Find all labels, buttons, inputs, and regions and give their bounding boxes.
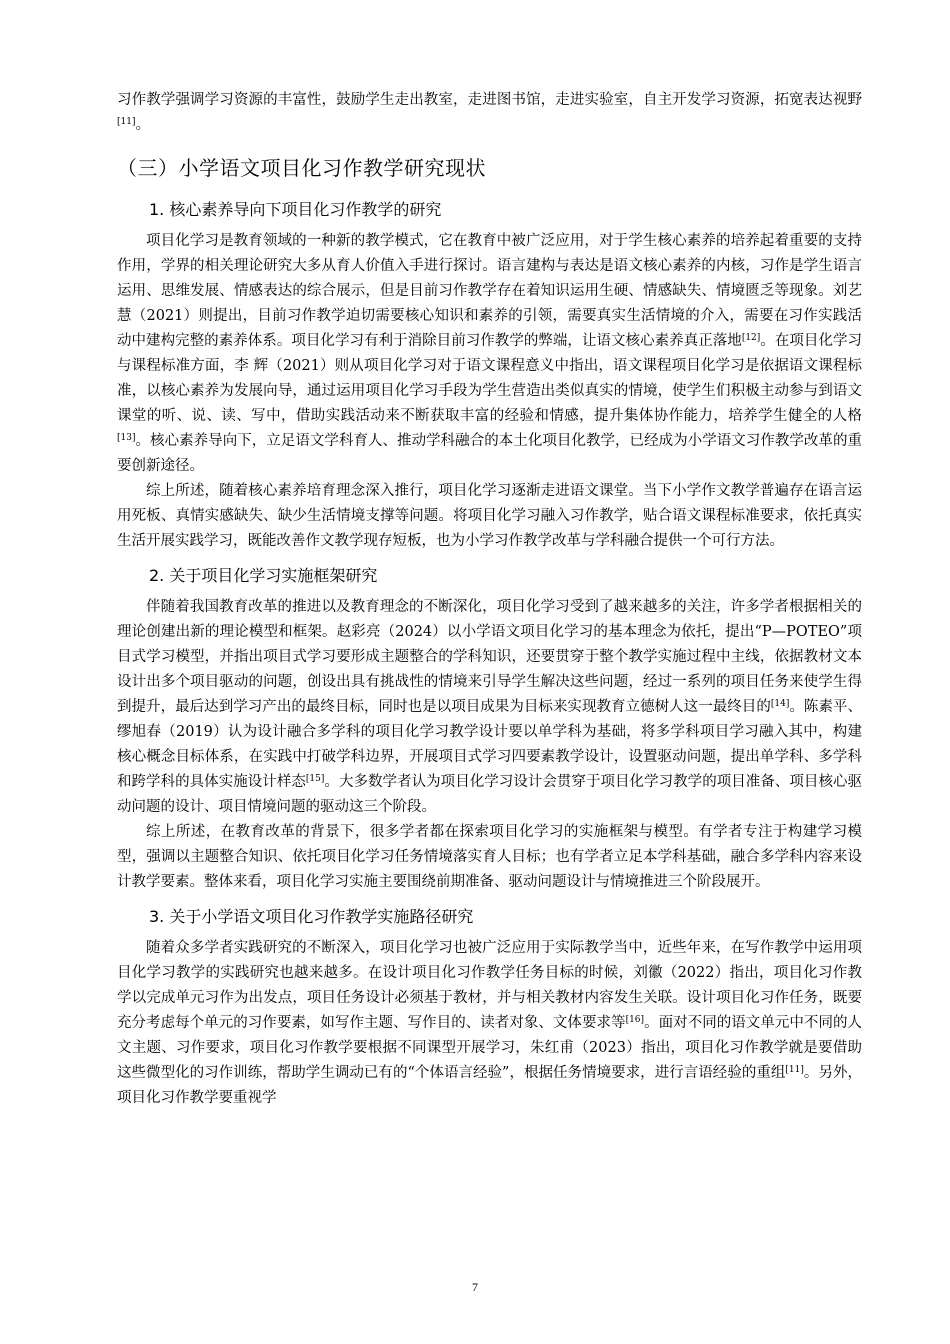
page-content	[117, 88, 862, 1111]
paragraph-text: 。另外，项目化习作教学要重视学	[117, 1065, 862, 1106]
paragraph-text: 。大多数学者认为项目化学习设计会贯穿于项目化学习教学的项目准备、项目核心驱动问题的设计、项目情境问题的驱动这三个阶段。	[117, 774, 863, 815]
citation-ref[interactable]: [13]	[117, 433, 136, 443]
continuation-paragraph	[117, 88, 862, 138]
paragraph-text: 习作教学强调学习资源的丰富性，鼓励学生走出教室，走进图书馆，走进实验室，自主开发学习资源，拓宽表达视野	[117, 92, 862, 108]
paragraph-text: 。核心素养导向下，立足语文学科育人、推动学科融合的本土化项目化教学，已经成为小学语文习作教学改革的重要创新途径。	[117, 433, 862, 474]
paragraph-text: 项目化学习是教育领域的一种新的教学模式，它在教育中被广泛应用，对于学生核心素养的培养起着重要的支持作用，学界的相关理论研究大多从育人价值入手进行探讨。语言建构与表达是语文核心素养的内核，习作是学生语言运用、思维发展、情感表达的综合展示，但是目前习作教学存在着知识运用生硬、情感缺失、情境匮乏等现象。刘艺慧（2021）则提出，目前习作教学迫切需要核心知识和素养的引领，需要真实生活情境的介入，需要在习作实践活动中建构完整的素养体系。项目化学习有利于消除目前习作教学的弊端，让语文核心素养真正落地	[117, 233, 862, 349]
paragraph-text: 。在项目化学习与课程标准方面，李 辉（2021）则从项目化学习对于语文课程意义中指出，语文课程项目化学习是依据语文课程标准，以核心素养为发展向导，通过运用项目化学习手段为学生营造出类似真实的情境，使学生们积极主动参与到语文课堂的听、说、读、写中，借助实践活动来不断获取丰富的经验和情感，提升集体协作能力，培养学生健全的人格	[117, 333, 863, 424]
body-paragraph: 综上所述，在教育改革的背景下，很多学者都在探索项目化学习的实施框架与模型。有学者专注于构建学习模型，强调以主题整合知识、依托项目化学习任务情境落实育人目标；也有学者立足本学科基础，融合多学科内容来设计教学要素。整体来看，项目化学习实施主要围绕前期准备、驱动问题设计与情境推进三个阶段展开。	[117, 824, 862, 890]
citation-ref[interactable]: [11]	[117, 117, 136, 127]
paragraph-text: 。面对不同的语文单元中不同的人文主题、习作要求，项目化习作教学要根据不同课型开展学习，朱红甫（2023）指出，项目化习作教学就是要借助这些微型化的习作训练，帮助学生调动已有的“个体语言经验”，根据任务情境要求，进行言语经验的重组	[117, 1015, 863, 1081]
paragraph-text: 随着众多学者实践研究的不断深入，项目化学习也被广泛应用于实际教学当中，近些年来，在写作教学中运用项目化学习教学的实践研究也越来越多。在设计项目化习作教学任务目标的时候，刘徽（2022）指出，项目化习作教学以完成单元习作为出发点，项目任务设计必须基于教材，并与相关教材内容发生关联。设计项目化习作任务，既要充分考虑每个单元的习作要素，如写作主题、写作目的、读者对象、文体要求等	[117, 940, 862, 1031]
citation-ref[interactable]: [11]	[785, 1065, 804, 1075]
paragraph-text: 。	[135, 117, 150, 133]
citation-ref[interactable]: [15]	[305, 774, 325, 784]
paragraph-text: 伴随着我国教育改革的推进以及教育理念的不断深化，项目化学习受到了越来越多的关注，许多学者根据相关的理论创建出新的理论模型和框架。赵彩亮（2024）以小学语文项目化学习的基本理念为依托，提出“P—POTEO”项目式学习模型，并指出项目式学习要形成主题整合的学科知识，还要贯穿于整个教学实施过程中主线，依据教材文本设计出多个项目驱动的问题，创设出具有挑战性的情境来引导学生解决这些问题，经过一系列的项目任务来使学生得到提升，最后达到学习产出的最终目标，同时也是以项目成果为目标来实现教育立德树人这一最终目的	[117, 599, 862, 715]
citation-ref[interactable]: [12]	[741, 333, 761, 343]
subsection-heading-3: 3. 关于小学语文项目化习作教学实施路径研究	[149, 907, 474, 926]
paragraph-text: 。陈素平、缪旭春（2019）认为设计融合多学科的项目化学习教学设计要以单学科为基础，将多学科项目学习融入其中，构建核心概念目标体系，在实践中打破学科边界，开展项目式学习四要素教学设计，设置驱动问题，提出单学科、多学科和跨学科的具体实施设计样态	[117, 699, 863, 790]
section-heading: （三）小学语文项目化习作教学研究现状	[117, 156, 486, 180]
citation-ref[interactable]: [16]	[625, 1015, 645, 1025]
body-paragraph	[117, 936, 862, 1111]
page-number: 7	[472, 1280, 478, 1294]
body-paragraph	[117, 229, 862, 479]
body-paragraph: 综上所述，随着核心素养培育理念深入推行，项目化学习逐渐走进语文课堂。当下小学作文教学普遍存在语言运用死板、真情实感缺失、缺少生活情境支撑等问题。将项目化学习融入习作教学，贴合语文课程标准要求，依托真实生活开展实践学习，既能改善作文教学现存短板，也为小学习作教学改革与学科融合提供一个可行方法。	[117, 483, 862, 549]
subsection-heading-1: 1. 核心素养导向下项目化习作教学的研究	[149, 200, 442, 219]
citation-ref[interactable]: [14]	[770, 699, 790, 709]
subsection-heading-2: 2. 关于项目化学习实施框架研究	[149, 566, 378, 585]
body-paragraph	[117, 595, 862, 820]
